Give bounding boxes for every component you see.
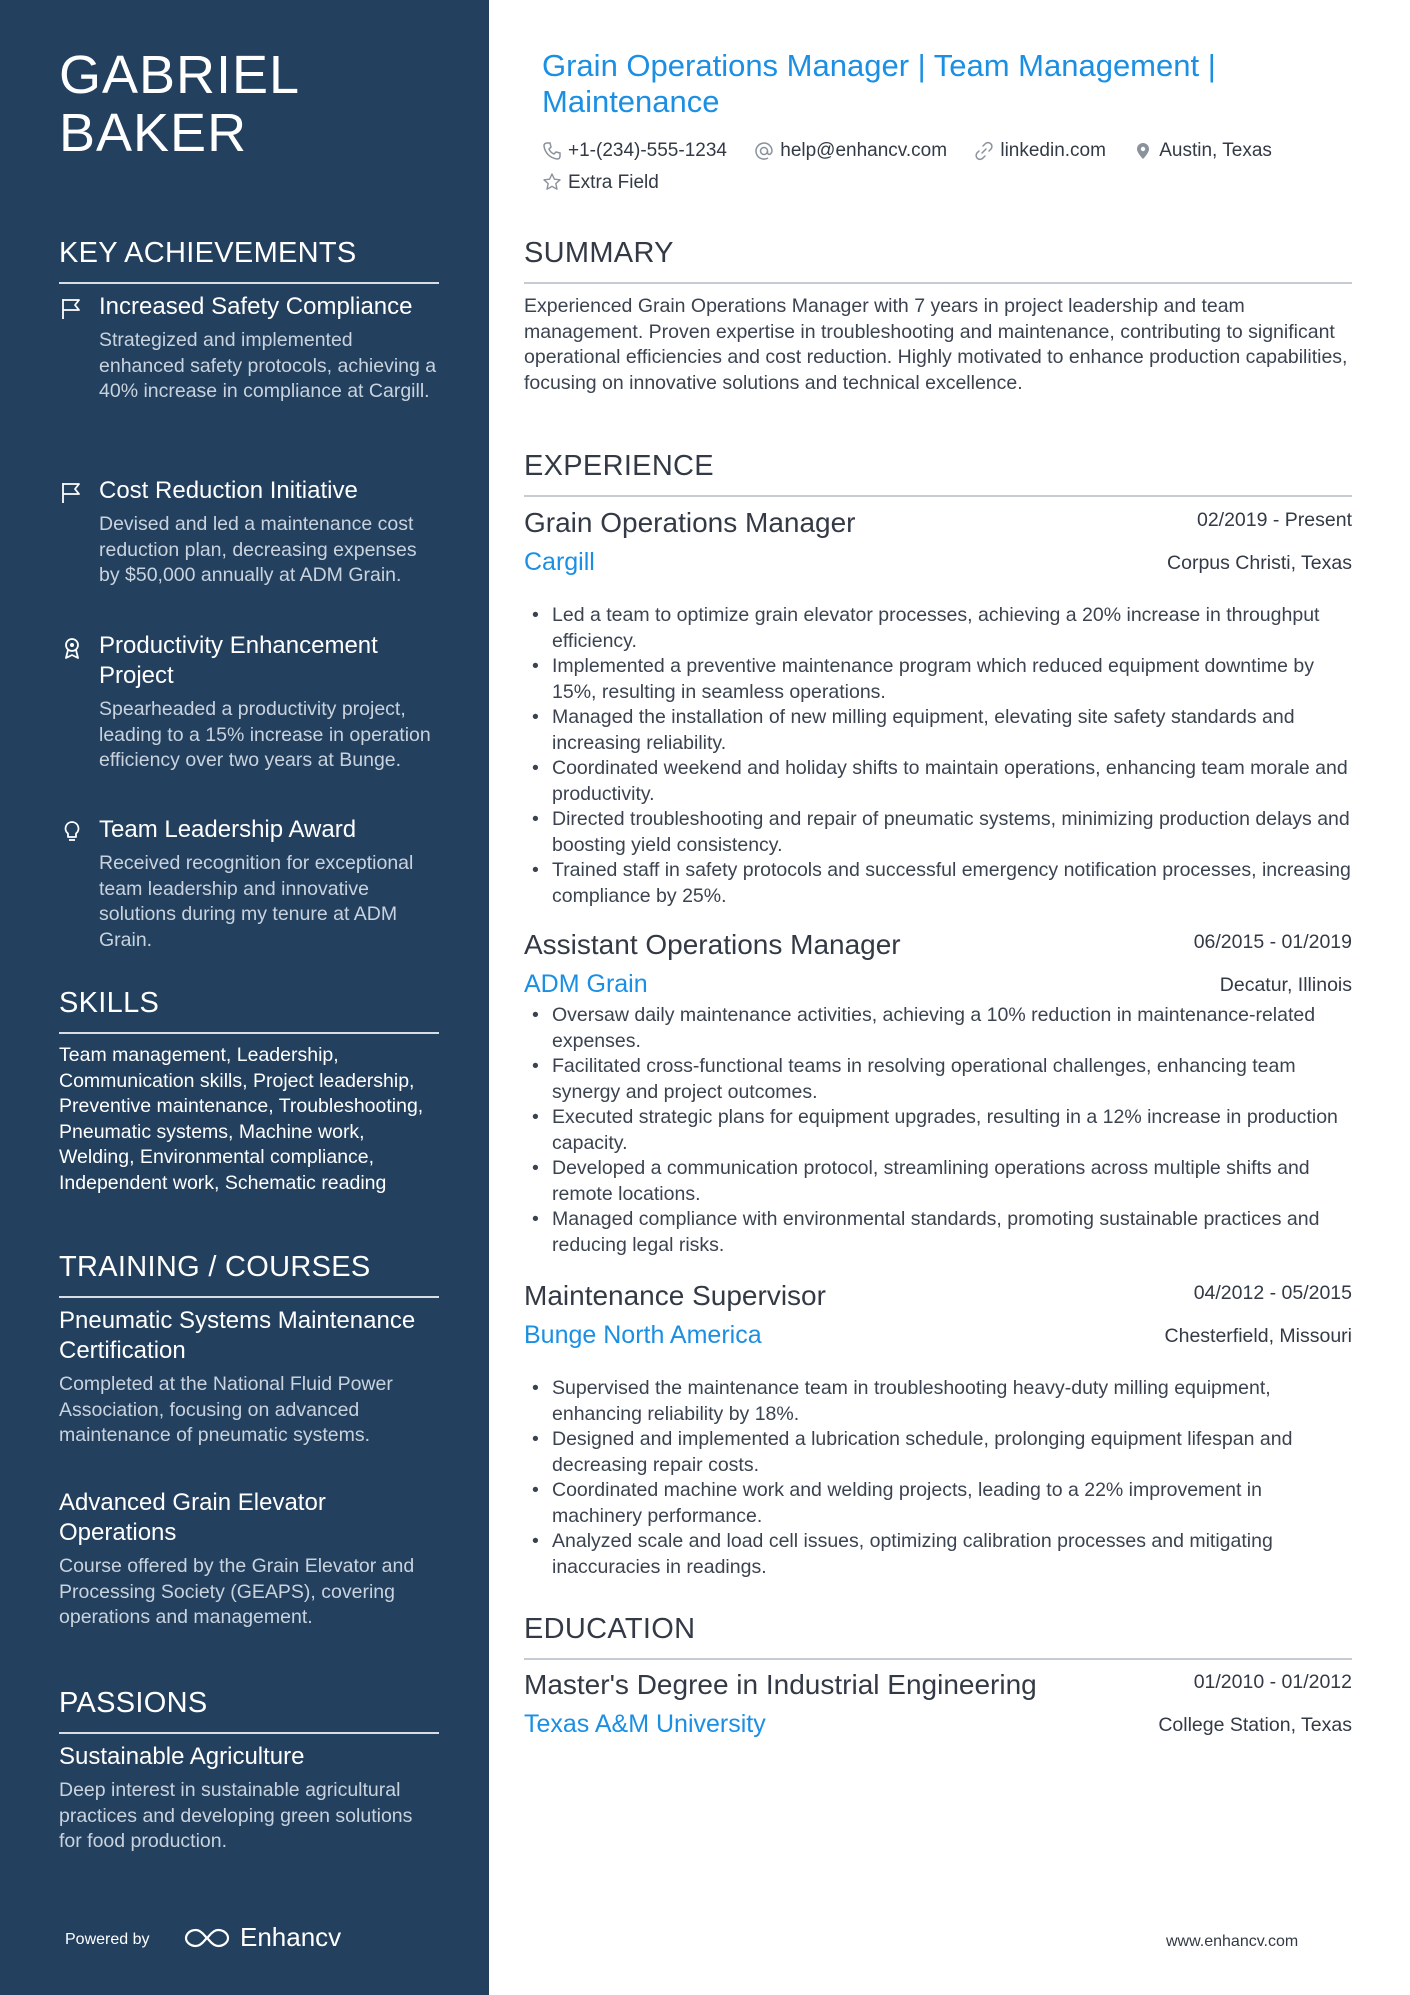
passion-title: Sustainable Agriculture (59, 1743, 305, 1770)
job-entry (524, 1279, 1352, 1580)
email-text: help@enhancv.com (780, 140, 948, 161)
achievement-item (59, 631, 439, 774)
course-desc: Course offered by the Grain Elevator and Processing Society (GEAPS), covering operations and management. (59, 1555, 415, 1628)
skills-list: Team management, Leadership, Communication skills, Project leadership, Preventive maintenance, Troubleshooting, Pneumatic systems, Machine work, Welding, Environmental compliance, Independent work, Schematic reading (59, 1044, 424, 1194)
summary-rule (524, 282, 1352, 284)
award-icon (59, 635, 85, 661)
contact-phone[interactable] (542, 137, 727, 164)
job-company: Cargill (524, 548, 595, 576)
flag-icon (59, 480, 85, 506)
education-date: 01/2010 - 01/2012 (1193, 1671, 1352, 1693)
education-rule (524, 1658, 1352, 1660)
achievement-desc: Spearheaded a productivity project, leading to a 15% increase in operation efficiency over two years at Bunge. (99, 698, 431, 771)
location-pin-icon (1133, 141, 1153, 161)
job-bullet: • Managed compliance with environmental standards, promoting sustainable practices and reducing legal risks. (524, 1207, 1352, 1258)
education-title: EDUCATION (524, 1613, 696, 1645)
course-title: Pneumatic Systems Maintenance Certification (59, 1307, 416, 1364)
job-bullet: • Oversaw daily maintenance activities, achieving a 10% reduction in maintenance-related expenses. (524, 1003, 1352, 1054)
candidate-name: GABRIEL BAKER (59, 45, 299, 163)
contact-extra (542, 169, 659, 196)
job-title: Assistant Operations Manager (524, 929, 901, 960)
contact-location (1133, 137, 1272, 164)
linkedin-text: linkedin.com (1000, 140, 1106, 161)
course-item (59, 1306, 439, 1449)
link-icon (974, 141, 994, 161)
contact-bar (542, 137, 1362, 200)
job-bullet: • Executed strategic plans for equipment upgrades, resulting in a 12% increase in production capacity. (524, 1105, 1352, 1156)
achievement-title: Productivity Enhancement Project (99, 632, 378, 689)
phone-text: +1-(234)-555-1234 (568, 140, 727, 161)
job-bullets (524, 1376, 1352, 1580)
achievements-rule (59, 282, 439, 284)
job-bullets (524, 603, 1352, 909)
contact-linkedin[interactable] (974, 137, 1106, 164)
achievements-title: KEY ACHIEVEMENTS (59, 237, 357, 269)
enhancv-logo[interactable] (184, 1922, 341, 1953)
skills-rule (59, 1032, 439, 1034)
achievement-desc: Devised and led a maintenance cost reduction plan, decreasing expenses by $50,000 annually at ADM Grain. (99, 513, 417, 586)
achievement-item (59, 476, 439, 589)
infinity-logo-icon (184, 1926, 230, 1950)
education-school: Texas A&M University (524, 1710, 766, 1738)
job-bullets (524, 1003, 1352, 1258)
passions-rule (59, 1732, 439, 1734)
star-icon (542, 172, 562, 192)
job-date: 04/2012 - 05/2015 (1193, 1282, 1352, 1304)
course-title: Advanced Grain Elevator Operations (59, 1489, 326, 1546)
job-bullet: • Facilitated cross-functional teams in resolving operational challenges, enhancing team synergy and project outcomes. (524, 1054, 1352, 1105)
job-title: Maintenance Supervisor (524, 1280, 826, 1311)
job-company: Bunge North America (524, 1321, 762, 1349)
at-icon (754, 141, 774, 161)
flag-icon (59, 296, 85, 322)
passions-title: PASSIONS (59, 1687, 208, 1719)
job-company: ADM Grain (524, 970, 648, 998)
footer-url[interactable]: www.enhancv.com (1166, 1933, 1299, 1950)
job-bullet: • Led a team to optimize grain elevator processes, achieving a 20% increase in throughput efficiency. (524, 603, 1352, 654)
job-bullet: • Managed the installation of new milling equipment, elevating site safety standards and increasing reliability. (524, 705, 1352, 756)
education-degree: Master's Degree in Industrial Engineering (524, 1669, 1037, 1700)
experience-rule (524, 495, 1352, 497)
job-bullet: • Supervised the maintenance team in troubleshooting heavy-duty milling equipment, enhancing reliability by 18%. (524, 1376, 1352, 1427)
job-title: Grain Operations Manager (524, 507, 856, 538)
extra-text: Extra Field (568, 171, 659, 193)
job-entry (524, 928, 1352, 1258)
course-item (59, 1488, 439, 1631)
job-location: Corpus Christi, Texas (1167, 552, 1352, 574)
powered-by-label: Powered by (65, 1931, 150, 1948)
skills-title: SKILLS (59, 987, 160, 1019)
course-desc: Completed at the National Fluid Power Association, focusing on advanced maintenance of pneumatic systems. (59, 1373, 393, 1446)
job-location: Chesterfield, Missouri (1164, 1325, 1352, 1347)
passion-item (59, 1742, 439, 1855)
achievement-item (59, 815, 439, 953)
job-bullet: • Coordinated weekend and holiday shifts to maintain operations, enhancing team morale and productivity. (524, 756, 1352, 807)
achievement-desc: Strategized and implemented enhanced safety protocols, achieving a 40% increase in compliance at Cargill. (99, 329, 437, 402)
job-location: Decatur, Illinois (1219, 974, 1352, 996)
education-location: College Station, Texas (1158, 1714, 1352, 1736)
sidebar (0, 0, 489, 1995)
location-text: Austin, Texas (1159, 140, 1272, 161)
achievement-title: Increased Safety Compliance (99, 293, 413, 320)
education-entry (524, 1668, 1352, 1740)
passion-desc: Deep interest in sustainable agricultural practices and developing green solutions for food production. (59, 1779, 413, 1852)
training-rule (59, 1296, 439, 1298)
summary-text: Experienced Grain Operations Manager with 7 years in project leadership and team management. Proven expertise in troubleshooting and maintenance, contributing to significant operational efficiencies and cost reduction. Highly motivated to enhance production capabilities, focusing on innovative solutions and technical excellence. (524, 295, 1348, 394)
lightbulb-icon (59, 819, 85, 845)
headline: Grain Operations Manager | Team Management | Maintenance (542, 48, 1216, 119)
phone-icon (542, 141, 562, 161)
job-entry (524, 506, 1352, 909)
training-title: TRAINING / COURSES (59, 1251, 371, 1283)
job-bullet: • Coordinated machine work and welding projects, leading to a 22% improvement in machinery performance. (524, 1478, 1352, 1529)
job-date: 06/2015 - 01/2019 (1193, 931, 1352, 953)
job-bullet: • Developed a communication protocol, streamlining operations across multiple shifts and remote locations. (524, 1156, 1352, 1207)
job-bullet: • Analyzed scale and load cell issues, optimizing calibration processes and mitigating inaccuracies in readings. (524, 1529, 1352, 1580)
summary-title: SUMMARY (524, 237, 674, 269)
achievement-desc: Received recognition for exceptional team leadership and innovative solutions during my tenure at ADM Grain. (99, 852, 414, 951)
job-bullet: • Trained staff in safety protocols and successful emergency notification processes, increasing compliance by 25%. (524, 858, 1352, 909)
achievement-title: Cost Reduction Initiative (99, 477, 358, 504)
achievement-title: Team Leadership Award (99, 816, 357, 843)
experience-title: EXPERIENCE (524, 450, 714, 482)
contact-email[interactable] (754, 137, 947, 164)
job-bullet: • Designed and implemented a lubrication schedule, prolonging equipment lifespan and decreasing repair costs. (524, 1427, 1352, 1478)
job-date: 02/2019 - Present (1196, 509, 1352, 531)
brand-name: Enhancv (240, 1922, 342, 1952)
achievement-item (59, 292, 439, 405)
job-bullet: • Implemented a preventive maintenance program which reduced equipment downtime by 15%, resulting in seamless operations. (524, 654, 1352, 705)
job-bullet: • Directed troubleshooting and repair of pneumatic systems, minimizing production delays and boosting yield consistency. (524, 807, 1352, 858)
